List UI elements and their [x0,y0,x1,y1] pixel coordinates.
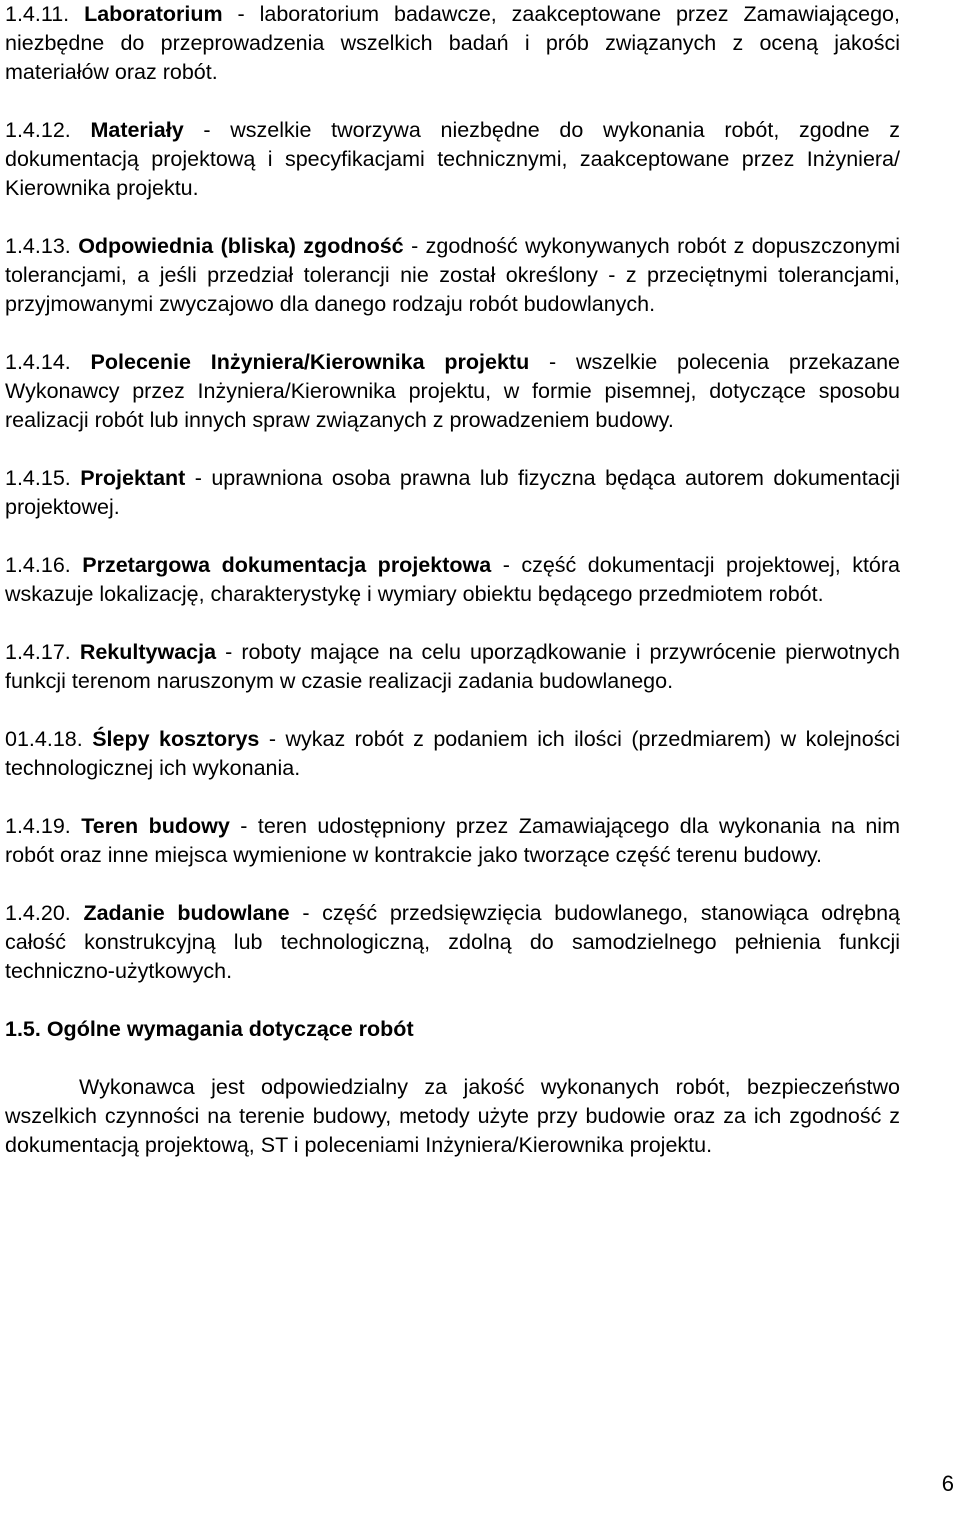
definition-term: Przetargowa dokumentacja projektowa [82,553,492,577]
definition-number: 1.4.11. [5,2,70,26]
definition-number: 1.4.12. [5,118,71,142]
definition-1-4-17 [5,638,900,696]
definition-text: - część przedsięwzięcia budowlanego, stanowiąca odrębną całość konstrukcyjną lub technologiczną, zdolną do samodzielnego pełnienia funkcji techniczno-użytkowych. [5,901,900,983]
definition-term: Rekultywacja [79,640,217,664]
definition-01-4-18 [5,725,900,783]
definition-term: Projektant [80,466,186,490]
document-page [5,0,900,1160]
definition-1-4-19 [5,812,900,870]
definition-number: 1.4.20. [5,901,71,925]
definition-text: - wszelkie polecenia przekazane Wykonawcy przez Inżyniera/Kierownika projektu, w formie pisemnej, dotyczące sposobu realizacji robót lub innych spraw związanych z prowadzeniem budowy. [5,350,900,432]
page-number: 6 [941,1471,954,1496]
definition-text: - teren udostępniony przez Zamawiającego dla wykonania na nim robót oraz inne miejsca wymienione w kontrakcie jako tworzące część terenu budowy. [5,814,900,867]
definition-1-4-11 [5,0,900,87]
definition-number: 1.4.13. [5,234,71,258]
definition-term: Materiały [90,118,184,142]
definition-number: 1.4.16. [5,553,71,577]
definition-term: Laboratorium [84,2,223,26]
definition-number: 1.4.14. [5,350,71,374]
definition-term: Zadanie budowlane [83,901,290,925]
definition-1-4-16 [5,551,900,609]
definition-text: - wykaz robót z podaniem ich ilości (przedmiarem) w kolejności technologicznej ich wykonania. [5,727,900,780]
definition-1-4-20 [5,899,900,986]
definition-text: - wszelkie tworzywa niezbędne do wykonania robót, zgodne z dokumentacją projektową i specyfikacjami technicznymi, zaakceptowane przez Inżyniera/ Kierownika projektu. [5,118,900,200]
definition-text: - część dokumentacji projektowej, która wskazuje lokalizację, charakterystykę i wymiary obiektu będącego przedmiotem robót. [5,553,901,606]
definition-text: - laboratorium badawcze, zaakceptowane przez Zamawiającego, niezbędne do przeprowadzenia wszelkich badań i prób związanych z oceną jakości materiałów oraz robót. [5,2,900,84]
definition-1-4-13 [5,232,900,319]
definition-term: Teren budowy [81,814,230,838]
definition-term: Odpowiednia (bliska) zgodność [78,234,404,258]
definition-number: 1.4.17. [5,640,71,664]
definition-term: Ślepy kosztorys [92,727,260,751]
definition-1-4-12 [5,116,900,203]
section-body-paragraph: Wykonawca jest odpowiedzialny za jakość wykonanych robót, bezpieczeństwo wszelkich czynności na terenie budowy, metody użyte przy budowie oraz za ich zgodność z dokumentacją projektową, ST i poleceniami Inżyniera/Kierownika projektu. [5,1075,900,1157]
definition-text: - roboty mające na celu uporządkowanie i przywrócenie pierwotnych funkcji terenom naruszonym w czasie realizacji zadania budowlanego. [5,640,900,693]
definition-number: 1.4.19. [5,814,71,838]
definition-number: 1.4.15. [5,466,71,490]
definition-1-4-15 [5,464,900,522]
definition-1-4-14 [5,348,900,435]
definition-term: Polecenie Inżyniera/Kierownika projektu [90,350,530,374]
definition-text: - uprawniona osoba prawna lub fizyczna będąca autorem dokumentacji projektowej. [5,466,901,519]
definition-number: 01.4.18. [5,727,83,751]
section-heading: 1.5. Ogólne wymagania dotyczące robót [5,1017,414,1041]
definition-text: - zgodność wykonywanych robót z dopuszczonymi tolerancjami, a jeśli przedział tolerancji nie został określony - z przeciętnymi tolerancjami, przyjmowanymi zwyczajowo dla danego rodzaju robót budowlanych. [5,234,900,316]
